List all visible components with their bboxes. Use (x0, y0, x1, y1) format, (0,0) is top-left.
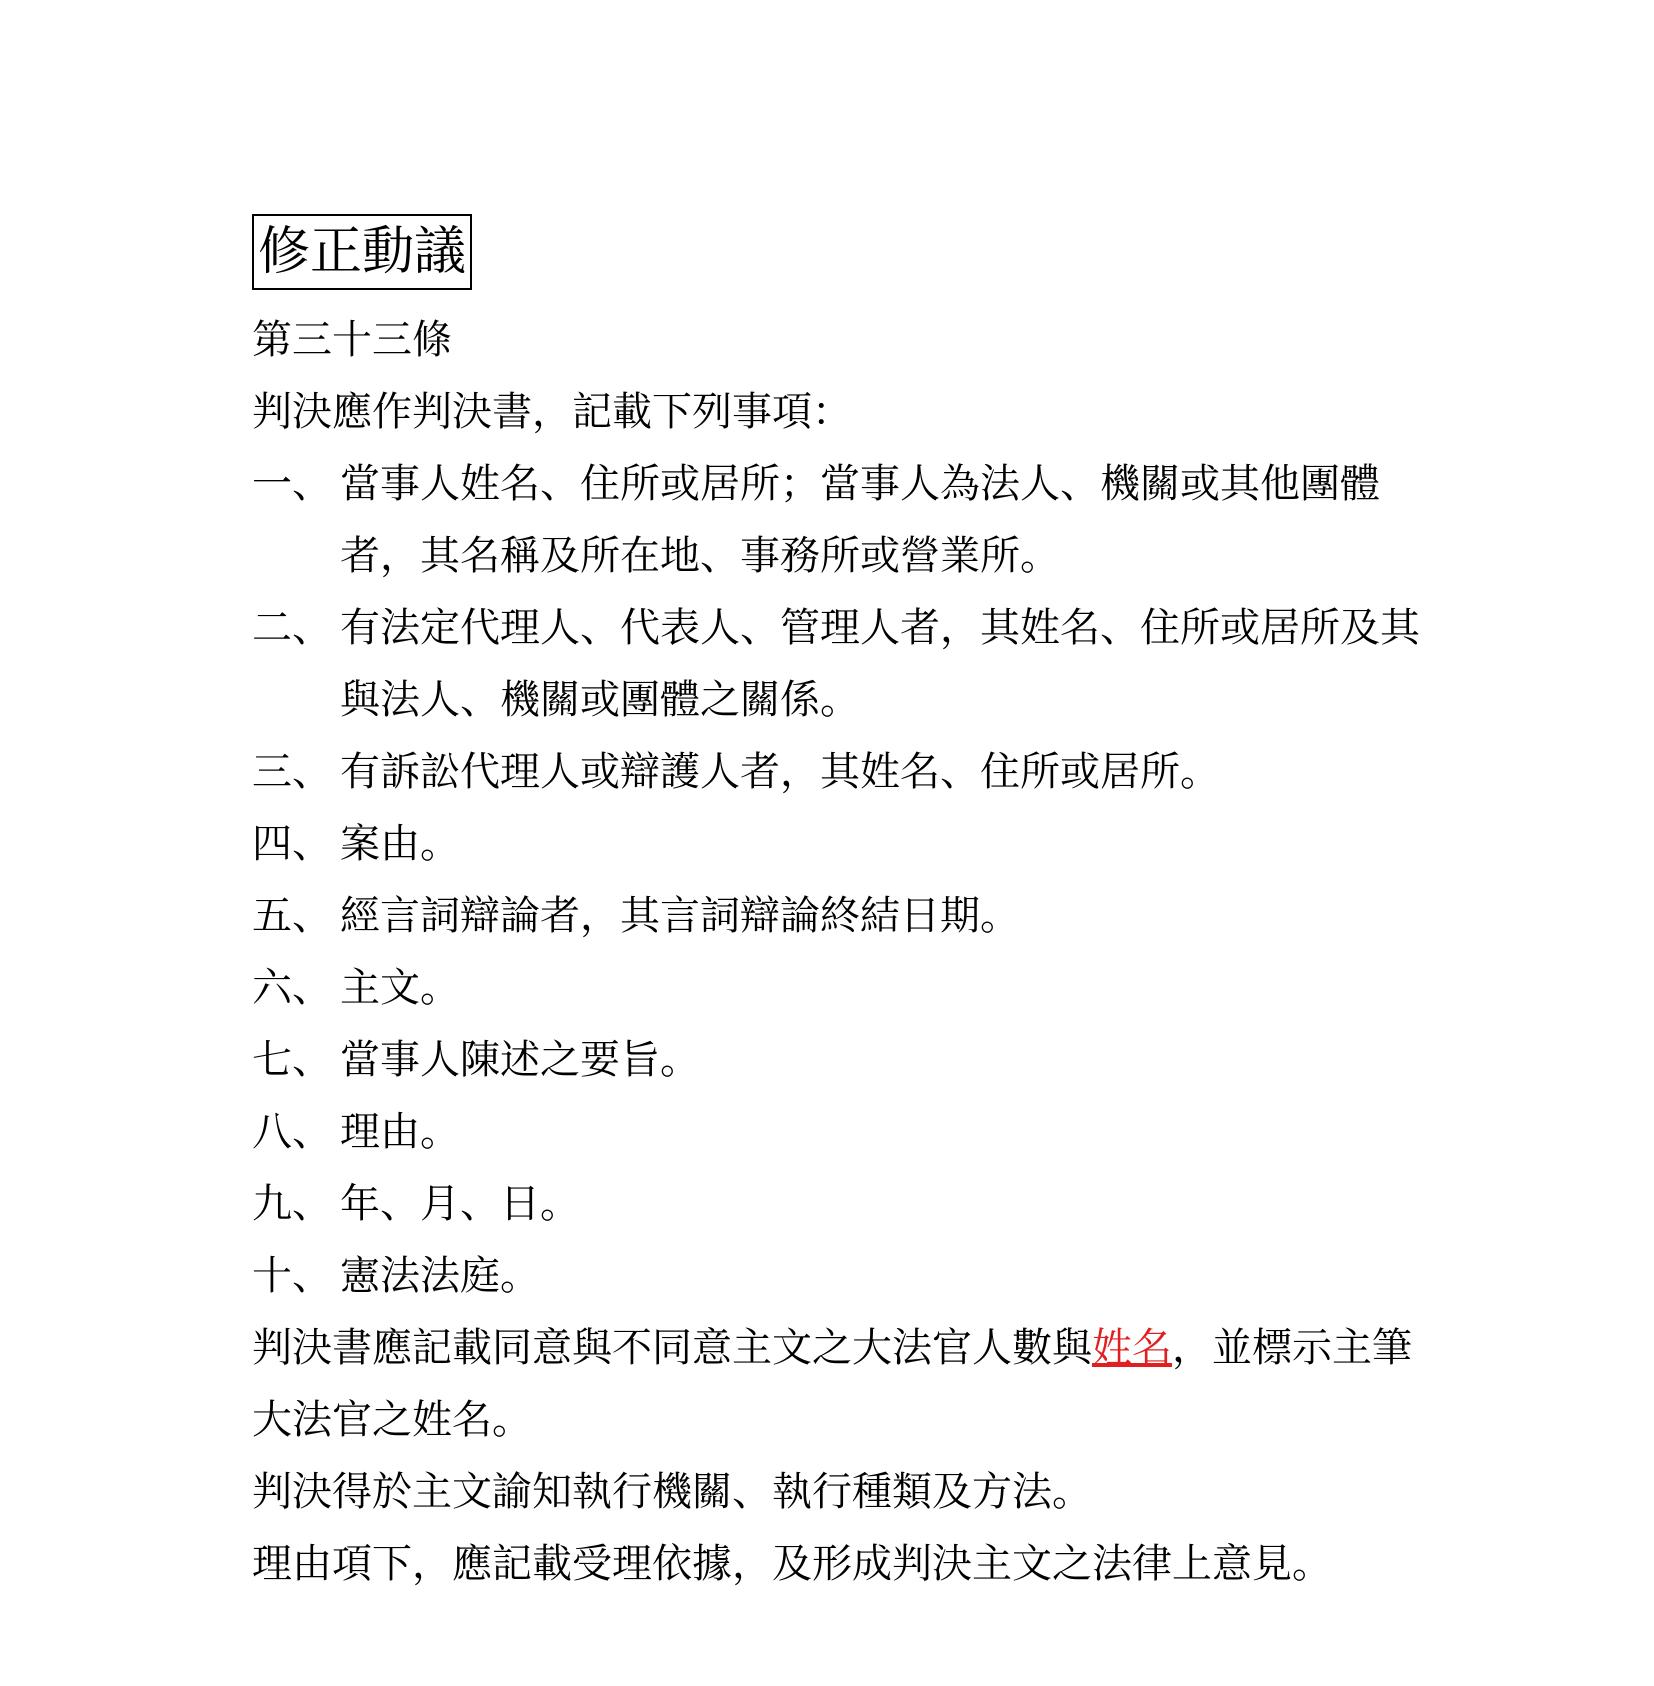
list-item (252, 808, 1422, 880)
item-number: 九、 (252, 1181, 332, 1227)
paragraph-reasons: 理由項下，應記載受理依據，及形成判決主文之法律上意見。 (252, 1541, 1332, 1587)
item-text: 年、月、日。 (340, 1181, 580, 1227)
list-item (252, 880, 1422, 952)
item-text: 經言詞辯論者，其言詞辯論終結日期。 (340, 893, 1020, 939)
paragraph-text: ，並標示主筆大法官之姓名。 (252, 1325, 1412, 1443)
paragraph-signatures (252, 1312, 1422, 1456)
list-item (252, 1096, 1422, 1168)
paragraph-execution: 判決得於主文諭知執行機關、執行種類及方法。 (252, 1469, 1092, 1515)
item-number: 十、 (252, 1253, 332, 1299)
item-text: 有法定代理人、代表人、管理人者，其姓名、住所或居所及其與法人、機關或團體之關係。 (340, 605, 1420, 723)
item-text: 有訴訟代理人或辯護人者，其姓名、住所或居所。 (340, 749, 1220, 795)
item-number: 四、 (252, 821, 332, 867)
item-number: 二、 (252, 605, 332, 651)
item-text: 憲法法庭。 (340, 1253, 540, 1299)
list-item (252, 1240, 1422, 1312)
list-item (252, 1024, 1422, 1096)
item-number: 一、 (252, 461, 332, 507)
list-item (252, 1168, 1422, 1240)
list-item (252, 448, 1422, 592)
item-text: 理由。 (340, 1109, 460, 1155)
intro-text: 判決應作判決書，記載下列事項： (252, 389, 852, 435)
list-item (252, 592, 1422, 736)
item-text: 主文。 (340, 965, 460, 1011)
list-item (252, 952, 1422, 1024)
item-number: 五、 (252, 893, 332, 939)
item-number: 七、 (252, 1037, 332, 1083)
item-text: 案由。 (340, 821, 460, 867)
list-item (252, 736, 1422, 808)
article-heading: 第三十三條 (252, 317, 452, 363)
item-number: 三、 (252, 749, 332, 795)
paragraph-text: 判決書應記載同意與不同意主文之大法官人數與 (252, 1325, 1092, 1371)
item-text: 當事人姓名、住所或居所；當事人為法人、機關或其他團體者，其名稱及所在地、事務所或營業所。 (340, 461, 1380, 579)
item-text: 當事人陳述之要旨。 (340, 1037, 700, 1083)
motion-title: 修正動議 (252, 214, 472, 290)
document-content (252, 214, 1422, 1600)
item-number: 六、 (252, 965, 332, 1011)
item-number: 八、 (252, 1109, 332, 1155)
highlighted-revision: 姓名 (1092, 1325, 1172, 1371)
